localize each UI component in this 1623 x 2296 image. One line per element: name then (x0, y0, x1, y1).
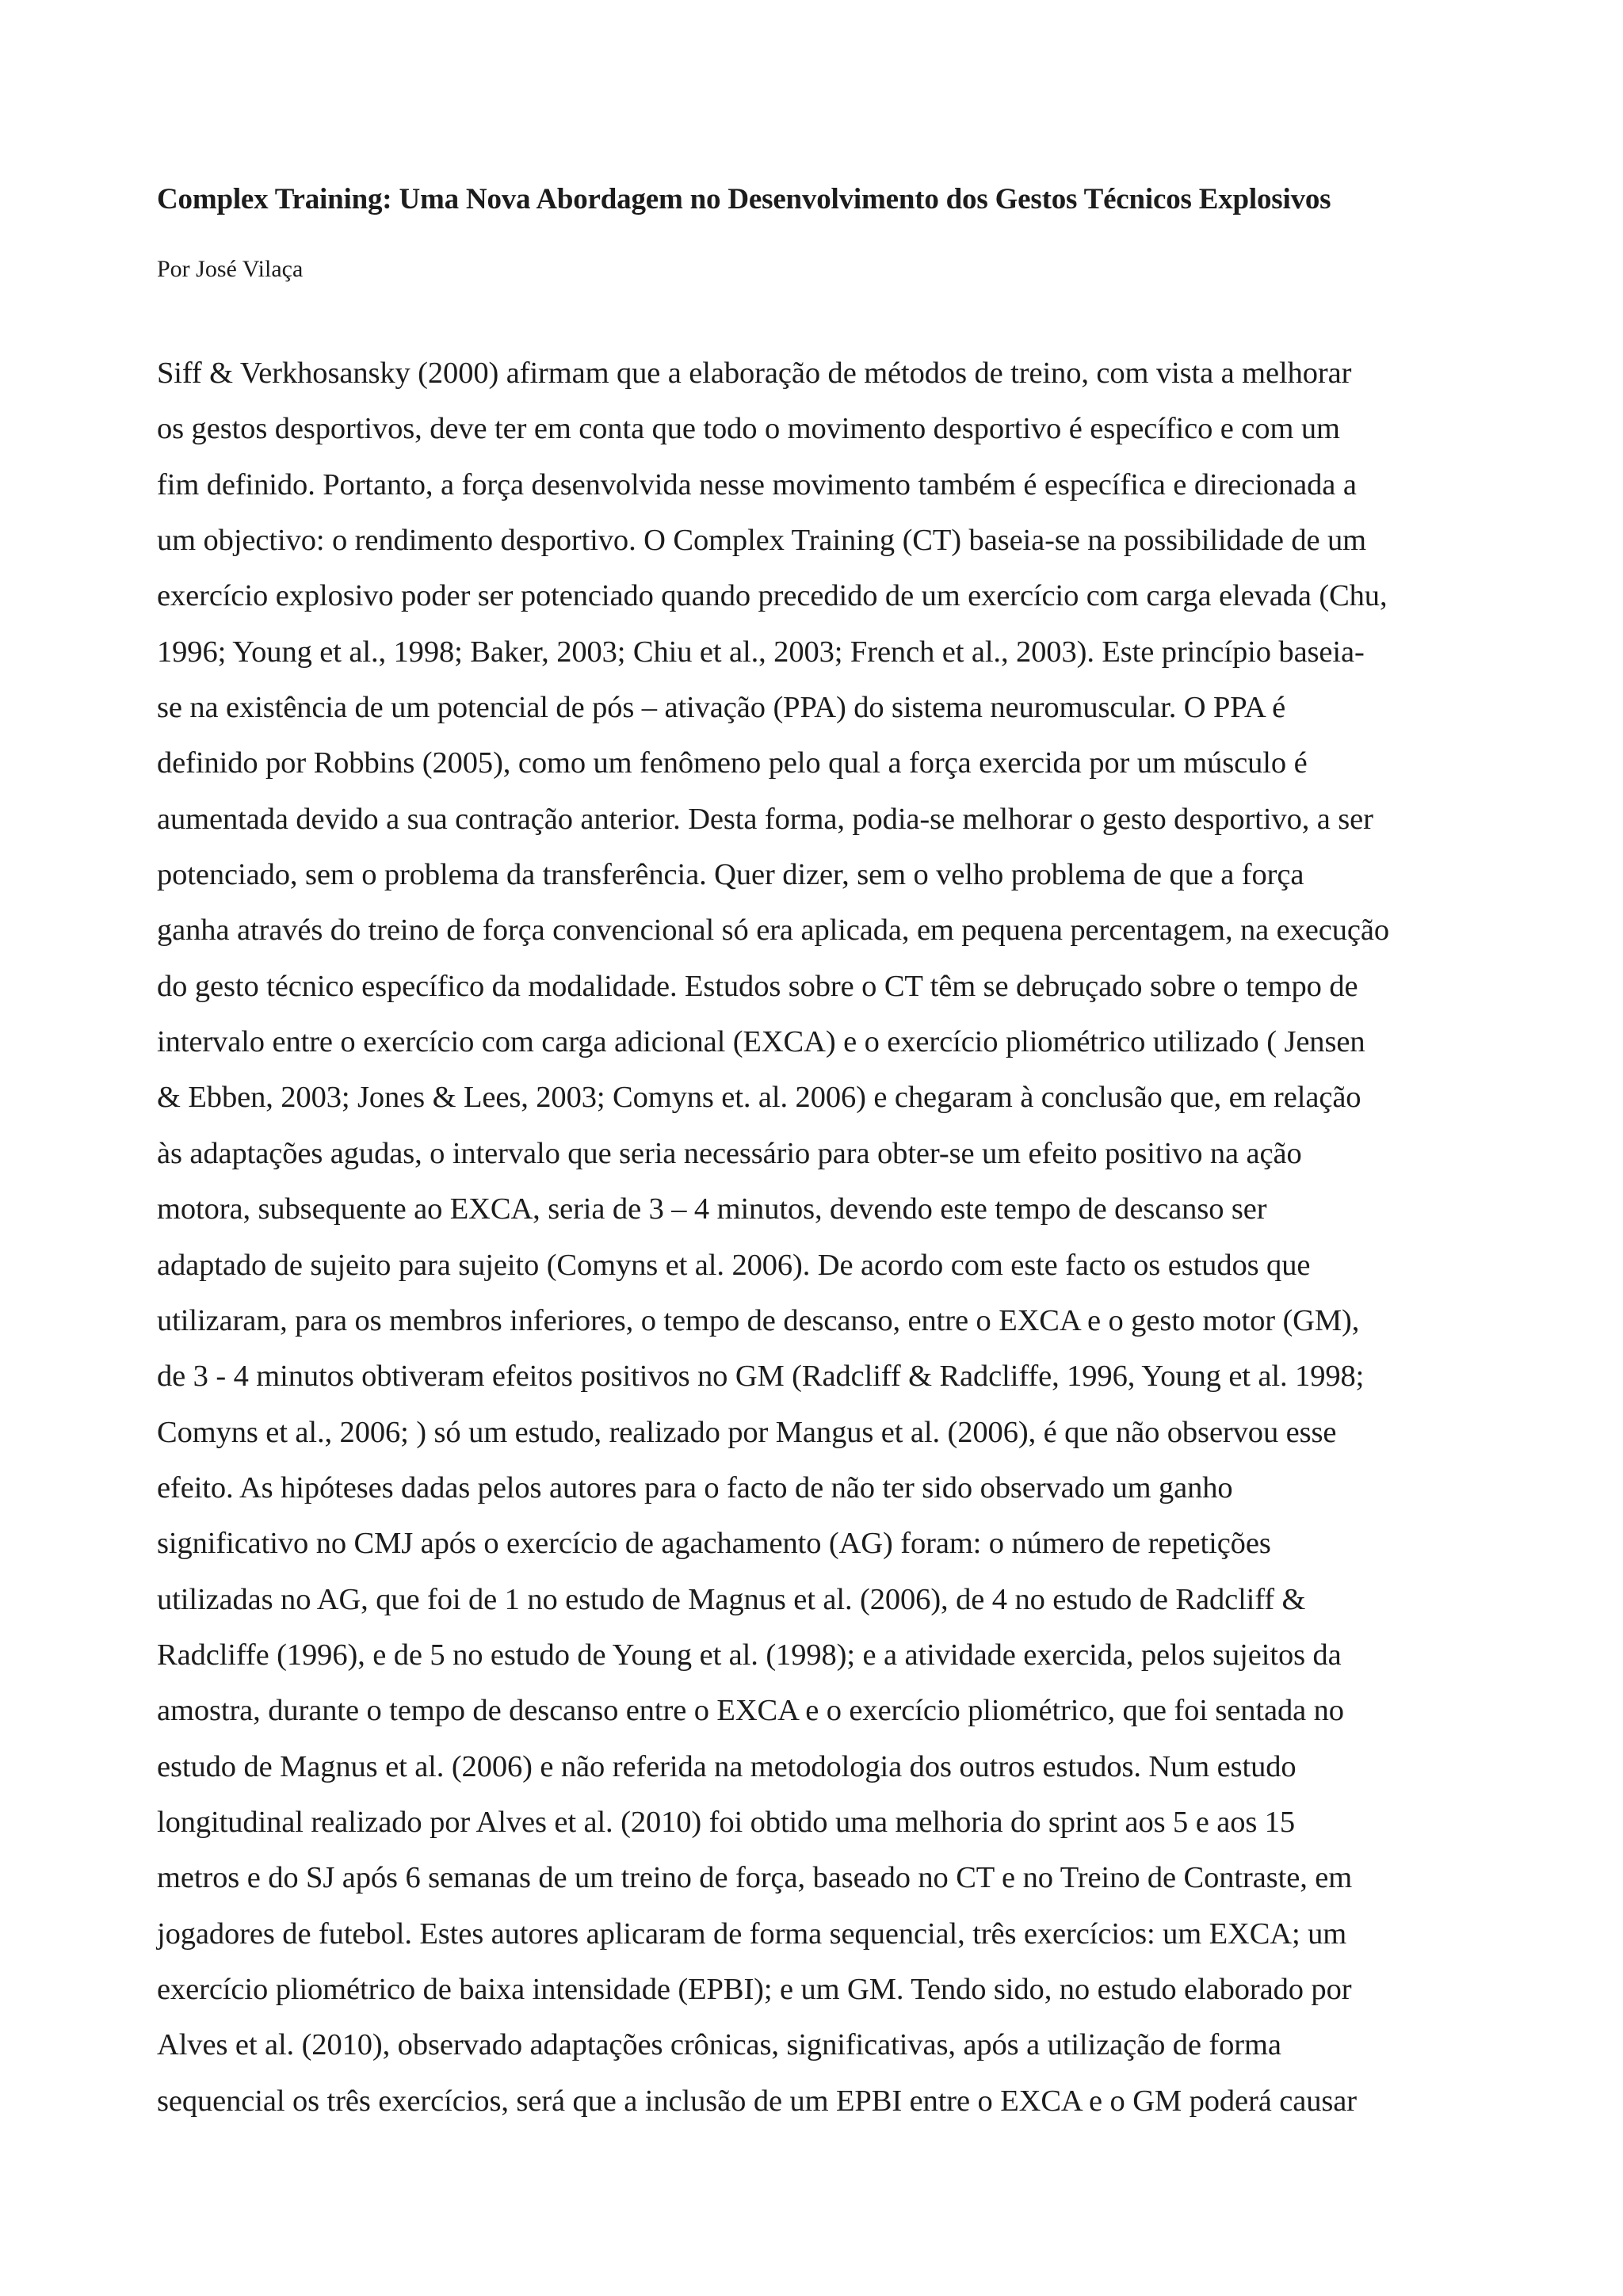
body-line: 1996; Young et al., 1998; Baker, 2003; Chiu et al., 2003; French et al., 2003). Este princípio baseia- (157, 635, 1365, 669)
body-line: utilizadas no AG, que foi de 1 no estudo de Magnus et al. (2006), de 4 no estudo de Radcliff & (157, 1582, 1306, 1616)
body-line: exercício explosivo poder ser potenciado quando precedido de um exercício com carga elevada (Chu, (157, 579, 1388, 613)
article-title: Complex Training: Uma Nova Abordagem no Desenvolvimento dos Gestos Técnicos Explosivos (157, 183, 1331, 215)
body-line: significativo no CMJ após o exercício de agachamento (AG) foram: o número de repetições (157, 1527, 1271, 1561)
body-line: os gestos desportivos, deve ter em conta que todo o movimento desportivo é específico e com um (157, 412, 1340, 446)
body-line: definido por Robbins (2005), como um fenômeno pelo qual a força exercida por um músculo é (157, 746, 1308, 780)
body-line: aumentada devido a sua contração anterior. Desta forma, podia-se melhorar o gesto desportivo, a ser (157, 802, 1373, 836)
body-line: utilizaram, para os membros inferiores, o tempo de descanso, entre o EXCA e o gesto motor (GM), (157, 1303, 1360, 1337)
body-line: do gesto técnico específico da modalidade. Estudos sobre o CT têm se debruçado sobre o tempo de (157, 969, 1358, 1003)
body-line: de 3 - 4 minutos obtiveram efeitos positivos no GM (Radcliff & Radcliffe, 1996, Young et al. 1998; (157, 1360, 1365, 1394)
body-line: efeito. As hipóteses dadas pelos autores para o facto de não ter sido observado um ganho (157, 1470, 1233, 1505)
body-line: Radcliffe (1996), e de 5 no estudo de Young et al. (1998); e a atividade exercida, pelos sujeitos da (157, 1638, 1342, 1672)
body-line: jogadores de futebol. Estes autores aplicaram de forma sequencial, três exercícios: um EXCA; um (157, 1917, 1347, 1951)
body-line: um objectivo: o rendimento desportivo. O Complex Training (CT) baseia-se na possibilidade de um (157, 524, 1366, 558)
body-line: estudo de Magnus et al. (2006) e não referida na metodologia dos outros estudos. Num estudo (157, 1749, 1296, 1783)
author-byline: Por José Vilaça (157, 256, 304, 282)
body-line: amostra, durante o tempo de descanso entre o EXCA e o exercício pliométrico, que foi sentada no (157, 1694, 1344, 1728)
body-line: intervalo entre o exercício com carga adicional (EXCA) e o exercício pliométrico utilizado ( Jensen (157, 1025, 1365, 1059)
body-line: se na existência de um potencial de pós – ativação (PPA) do sistema neuromuscular. O PPA é (157, 691, 1286, 725)
body-line: Comyns et al., 2006; ) só um estudo, realizado por Mangus et al. (2006), é que não observou esse (157, 1415, 1337, 1449)
body-line: & Ebben, 2003; Jones & Lees, 2003; Comyns et. al. 2006) e chegaram à conclusão que, em relação (157, 1081, 1361, 1115)
article-body (157, 345, 1488, 2129)
body-line: adaptado de sujeito para sujeito (Comyns et al. 2006). De acordo com este facto os estudos que (157, 1248, 1311, 1282)
body-line: longitudinal realizado por Alves et al. (2010) foi obtido uma melhoria do sprint aos 5 e aos 15 (157, 1805, 1296, 1839)
body-line: Siff & Verkhosansky (2000) afirmam que a elaboração de métodos de treino, com vista a melhorar (157, 357, 1352, 390)
body-line: metros e do SJ após 6 semanas de um treino de força, baseado no CT e no Treino de Contraste, em (157, 1861, 1353, 1895)
body-line: sequencial os três exercícios, será que a inclusão de um EPBI entre o EXCA e o GM poderá causar (157, 2084, 1357, 2118)
body-line: exercício pliométrico de baixa intensidade (EPBI); e um GM. Tendo sido, no estudo elaborado por (157, 1972, 1352, 2006)
body-line: Alves et al. (2010), observado adaptações crônicas, significativas, após a utilização de forma (157, 2028, 1281, 2062)
body-line: potenciado, sem o problema da transferência. Quer dizer, sem o velho problema de que a força (157, 858, 1304, 892)
body-line: motora, subsequente ao EXCA, seria de 3 – 4 minutos, devendo este tempo de descanso ser (157, 1192, 1267, 1226)
body-line: às adaptações agudas, o intervalo que seria necessário para obter-se um efeito positivo na ação (157, 1136, 1302, 1170)
body-line: ganha através do treino de força convencional só era aplicada, em pequena percentagem, na execução (157, 913, 1390, 948)
body-line: fim definido. Portanto, a força desenvolvida nesse movimento também é específica e direcionada a (157, 467, 1357, 502)
